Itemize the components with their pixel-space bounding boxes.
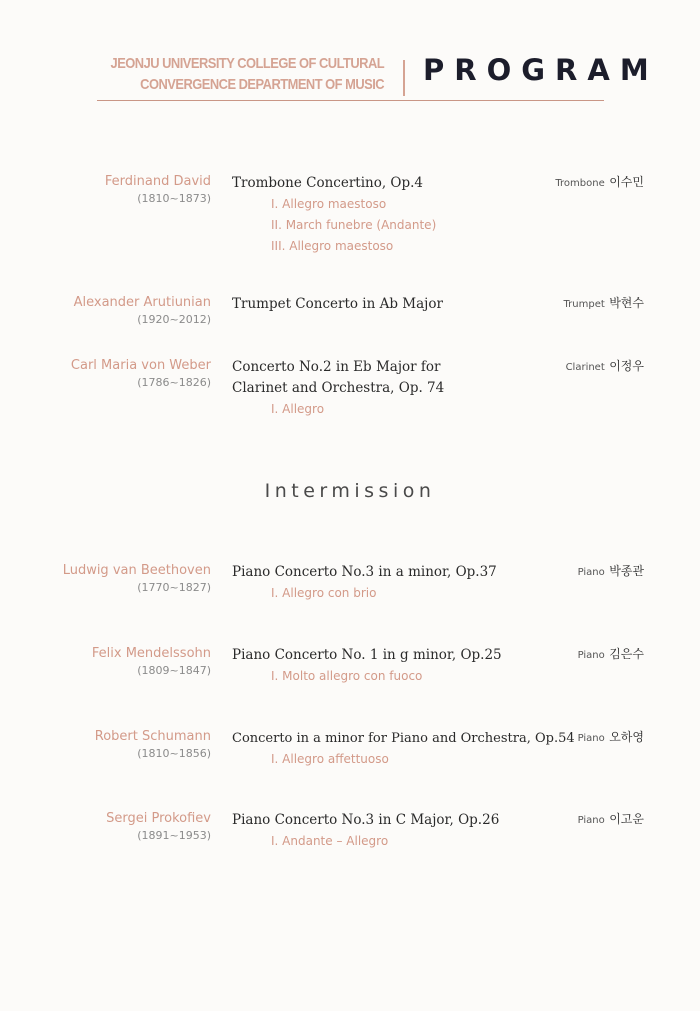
composer [95,728,211,763]
composer-name: Carl Maria von Weber [70,358,211,373]
composer [106,810,211,845]
composer-years: (1810~1873) [137,192,211,205]
instrument: Piano [577,815,605,826]
composer-years: (1786~1826) [137,376,211,389]
instrument: Piano [577,650,605,661]
movement: I. Molto allegro con fuoco [271,669,423,683]
performer [564,294,644,312]
composer-years: (1920~2012) [137,313,211,326]
composer [71,357,211,392]
movement-list [232,666,502,687]
movement-list [232,583,497,604]
movement: I. Allegro maestoso [271,197,387,211]
work [232,294,443,315]
performer-name: 이고운 [609,812,644,826]
performer [555,173,644,191]
composer [63,562,211,597]
composer-name: Alexander Arutiunian [73,295,211,310]
performer-name: 이수민 [609,175,644,189]
work-title-line-2: Clarinet and Orchestra, Op. 74 [232,380,445,396]
performer [578,810,644,828]
performer-name: 박현수 [609,296,644,310]
program-header [0,0,700,110]
header-divider [403,60,405,96]
movement: I. Allegro affettuoso [271,752,389,766]
performer-name: 박종관 [609,564,644,578]
movement-list [232,194,436,257]
composer [74,294,211,329]
work-title: Piano Concerto No.3 in C Major, Op.26 [232,812,500,828]
movement: I. Allegro con brio [271,586,377,600]
movement: I. Allegro [271,402,325,416]
performer-name: 김은수 [609,647,644,661]
work-title: Piano Concerto No. 1 in g minor, Op.25 [232,647,502,663]
work-title: Piano Concerto No.3 in a minor, Op.37 [232,564,497,580]
composer-name: Robert Schumann [94,729,211,744]
performer-name: 오하영 [609,730,644,744]
performer-name: 이정우 [609,359,644,373]
composer-years: (1810~1856) [137,747,211,760]
composer-name: Ludwig van Beethoven [62,563,211,578]
performer [578,562,644,580]
performer [566,357,644,375]
movement-list [232,749,575,770]
movement-list [232,399,444,420]
movement: II. March funebre (Andante) [271,218,437,232]
composer-name: Felix Mendelssohn [91,646,211,661]
work [232,173,436,257]
composer [92,645,211,680]
work [232,728,575,770]
work [232,810,499,852]
composer-years: (1770~1827) [137,581,211,594]
movement: III. Allegro maestoso [271,239,394,253]
composer [105,173,211,208]
intermission-heading: Intermission [264,480,436,502]
header-rule [97,100,604,101]
composer-name: Sergei Prokofiev [106,811,211,826]
performer [578,728,644,746]
composer-years: (1891~1953) [137,829,211,842]
performer [578,645,644,663]
work-title: Concerto in a minor for Piano and Orchestra, Op.54 [232,731,575,746]
work [232,562,497,604]
instrument: Piano [577,567,605,578]
department-name [110,53,384,95]
instrument: Trombone [555,178,605,189]
instrument: Piano [577,733,605,744]
work [232,645,502,687]
composer-name: Ferdinand David [104,174,211,189]
page-title: PROGRAM [423,53,659,87]
instrument: Clarinet [565,362,605,373]
department-line-1: JEONJU UNIVERSITY COLLEGE OF CULTURAL [110,55,384,72]
movement: I. Andante – Allegro [271,834,389,848]
movement-list [232,831,499,852]
work-title: Trombone Concertino, Op.4 [232,175,424,191]
work [232,357,444,420]
instrument: Trumpet [563,299,605,310]
work-title: Concerto No.2 in Eb Major for [232,359,441,375]
department-line-2: CONVERGENCE DEPARTMENT OF MUSIC [140,76,384,93]
work-title: Trumpet Concerto in Ab Major [232,296,443,312]
composer-years: (1809~1847) [137,664,211,677]
